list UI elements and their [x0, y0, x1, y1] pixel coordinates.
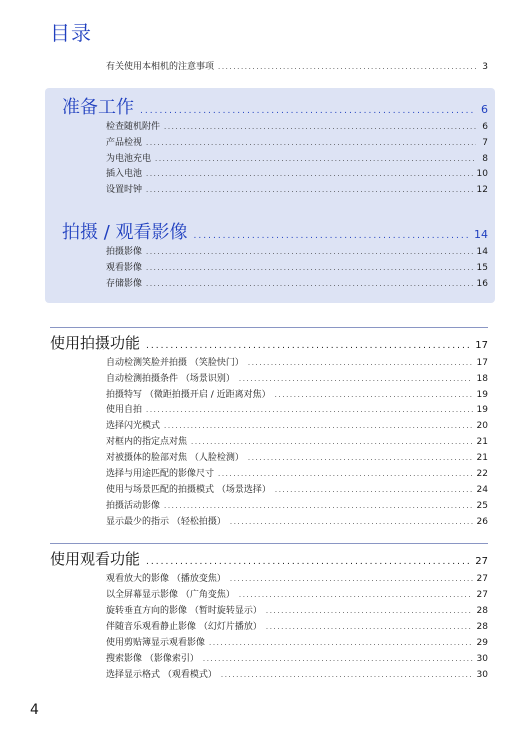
toc-entry-label: 选择与用途匹配的影像尺寸 [106, 469, 215, 479]
toc-entry-page: 12 [476, 185, 488, 195]
dot-leader [146, 404, 473, 416]
dot-leader [140, 106, 475, 116]
toc-entry[interactable] [106, 452, 488, 464]
toc-entry-page: 21 [476, 437, 488, 447]
toc-entry-page: 14 [476, 247, 488, 257]
section-heading-preparation[interactable] [62, 93, 488, 119]
dot-leader [209, 637, 473, 649]
dot-leader [230, 573, 473, 585]
toc-entry-label: 观看影像 [106, 263, 143, 273]
section-heading-viewing-functions[interactable] [50, 548, 488, 569]
dot-leader [248, 452, 473, 464]
toc-entry-label: 自动检测笑脸并拍摄 （笑脸快门） [106, 358, 244, 368]
dot-leader [230, 516, 473, 528]
toc-entry-page: 28 [476, 606, 488, 616]
section-divider [50, 543, 488, 544]
toc-entry-label: 选择显示格式 （观看模式） [106, 670, 217, 680]
toc-entry[interactable] [106, 278, 488, 290]
toc-entry-page: 28 [476, 622, 488, 632]
toc-entry-label: 以全屏幕显示影像 （广角变焦） [106, 590, 235, 600]
toc-entry[interactable] [106, 246, 488, 258]
dot-leader [275, 389, 473, 401]
section-heading-label: 使用拍摄功能 [50, 334, 141, 352]
toc-entry-label: 对被摄体的脸部对焦 （人脸检测） [106, 453, 244, 463]
dot-leader [146, 184, 473, 196]
toc-entry-label: 使用与场景匹配的拍摄模式 （场景选择） [106, 485, 271, 495]
dot-leader [164, 420, 473, 432]
toc-entry[interactable] [106, 500, 488, 512]
toc-entry-label: 观看放大的影像 （播放变焦） [106, 574, 226, 584]
toc-entry[interactable] [106, 669, 488, 681]
toc-entry-page: 15 [476, 263, 488, 273]
section-heading-label: 使用观看功能 [50, 550, 141, 568]
toc-entry[interactable] [106, 653, 488, 665]
toc-entry-page: 18 [476, 374, 488, 384]
toc-entry-label: 使用自拍 [106, 405, 143, 415]
dot-leader [266, 605, 473, 617]
toc-entry-page: 25 [476, 501, 488, 511]
dot-leader [218, 61, 476, 73]
toc-entry-label: 检查随机附件 [106, 122, 161, 132]
toc-entry-page: 10 [476, 169, 488, 179]
dot-leader [248, 357, 473, 369]
toc-entry-page: 3 [482, 62, 488, 72]
dot-leader [218, 468, 473, 480]
dot-leader [146, 278, 473, 290]
toc-entry[interactable] [106, 168, 488, 180]
toc-entry[interactable] [106, 589, 488, 601]
toc-entry-page: 6 [482, 122, 488, 132]
section-heading-page: 17 [475, 340, 488, 351]
toc-entry[interactable] [106, 573, 488, 585]
toc-entry-label: 搜索影像 （影像索引） [106, 654, 199, 664]
toc-entry[interactable] [106, 121, 488, 133]
toc-entry[interactable] [106, 516, 488, 528]
toc-entry-label: 选择闪光模式 [106, 421, 161, 431]
dot-leader [275, 484, 473, 496]
toc-entry-label: 有关使用本相机的注意事项 [106, 62, 215, 72]
toc-entry[interactable] [106, 262, 488, 274]
section-heading-page: 6 [481, 103, 488, 116]
toc-entry[interactable] [106, 637, 488, 649]
toc-entry[interactable] [106, 184, 488, 196]
dot-leader [239, 589, 473, 601]
toc-entry-page: 19 [476, 390, 488, 400]
toc-entry[interactable] [106, 137, 488, 149]
toc-entry-page: 16 [476, 279, 488, 289]
toc-entry-label: 插入电池 [106, 169, 143, 179]
dot-leader [146, 262, 473, 274]
toc-entry-label: 拍摄活动影像 [106, 501, 161, 511]
toc-entry[interactable] [106, 621, 488, 633]
dot-leader [221, 669, 473, 681]
toc-entry-page: 27 [476, 574, 488, 584]
dot-leader [266, 621, 473, 633]
dot-leader [146, 246, 473, 258]
section-heading-shoot-view[interactable] [62, 218, 488, 244]
toc-entry[interactable] [106, 357, 488, 369]
section-heading-label: 准备工作 [62, 97, 134, 118]
toc-entry-label: 为电池充电 [106, 154, 152, 164]
toc-entry-page: 7 [482, 138, 488, 148]
toc-entry-label: 拍摄影像 [106, 247, 143, 257]
dot-leader [146, 557, 469, 567]
toc-entry-page: 26 [476, 517, 488, 527]
toc-entry[interactable] [106, 468, 488, 480]
toc-entry-label: 自动检测拍摄条件 （场景识别） [106, 374, 235, 384]
page-title: 目录 [50, 21, 92, 45]
toc-entry-page: 24 [476, 485, 488, 495]
dot-leader [155, 153, 476, 165]
toc-entry-label: 存储影像 [106, 279, 143, 289]
dot-leader [203, 653, 473, 665]
toc-entry-page: 29 [476, 638, 488, 648]
toc-entry-page: 19 [476, 405, 488, 415]
section-heading-page: 14 [474, 228, 488, 241]
dot-leader [164, 121, 476, 133]
toc-entry[interactable] [106, 389, 488, 401]
toc-entry-label: 伴随音乐观看静止影像 （幻灯片播放） [106, 622, 262, 632]
toc-entry-page: 21 [476, 453, 488, 463]
toc-entry-label: 拍摄特写 （微距拍摄开启 / 近距离对焦） [106, 390, 271, 400]
toc-entry[interactable] [106, 404, 488, 416]
page-number: 4 [30, 702, 39, 718]
section-heading-label: 拍摄 / 观看影像 [62, 222, 188, 243]
section-heading-page: 27 [475, 556, 488, 567]
toc-entry-page: 30 [476, 670, 488, 680]
dot-leader [146, 137, 476, 149]
toc-entry-label: 产品检视 [106, 138, 143, 148]
dot-leader [194, 231, 468, 241]
toc-entry-label: 对框内的指定点对焦 [106, 437, 188, 447]
toc-entry[interactable] [106, 420, 488, 432]
toc-entry-page: 8 [482, 154, 488, 164]
toc-entry-precautions[interactable] [106, 61, 488, 73]
toc-entry[interactable] [106, 373, 488, 385]
toc-entry-page: 27 [476, 590, 488, 600]
toc-entry[interactable] [106, 605, 488, 617]
toc-entry-page: 22 [476, 469, 488, 479]
dot-leader [191, 436, 473, 448]
toc-entry[interactable] [106, 153, 488, 165]
toc-entry-label: 显示最少的指示 （轻松拍摄） [106, 517, 226, 527]
section-divider [50, 327, 488, 328]
toc-entry-label: 设置时钟 [106, 185, 143, 195]
toc-entry-label: 使用剪贴簿显示观看影像 [106, 638, 206, 648]
dot-leader [146, 341, 469, 351]
dot-leader [164, 500, 473, 512]
toc-entry-page: 17 [476, 358, 488, 368]
toc-entry[interactable] [106, 484, 488, 496]
toc-entry-page: 30 [476, 654, 488, 664]
section-heading-shooting-functions[interactable] [50, 332, 488, 353]
toc-entry-label: 旋转垂直方向的影像 （暂时旋转显示） [106, 606, 262, 616]
toc-entry-page: 20 [476, 421, 488, 431]
dot-leader [146, 168, 473, 180]
dot-leader [239, 373, 473, 385]
toc-entry[interactable] [106, 436, 488, 448]
